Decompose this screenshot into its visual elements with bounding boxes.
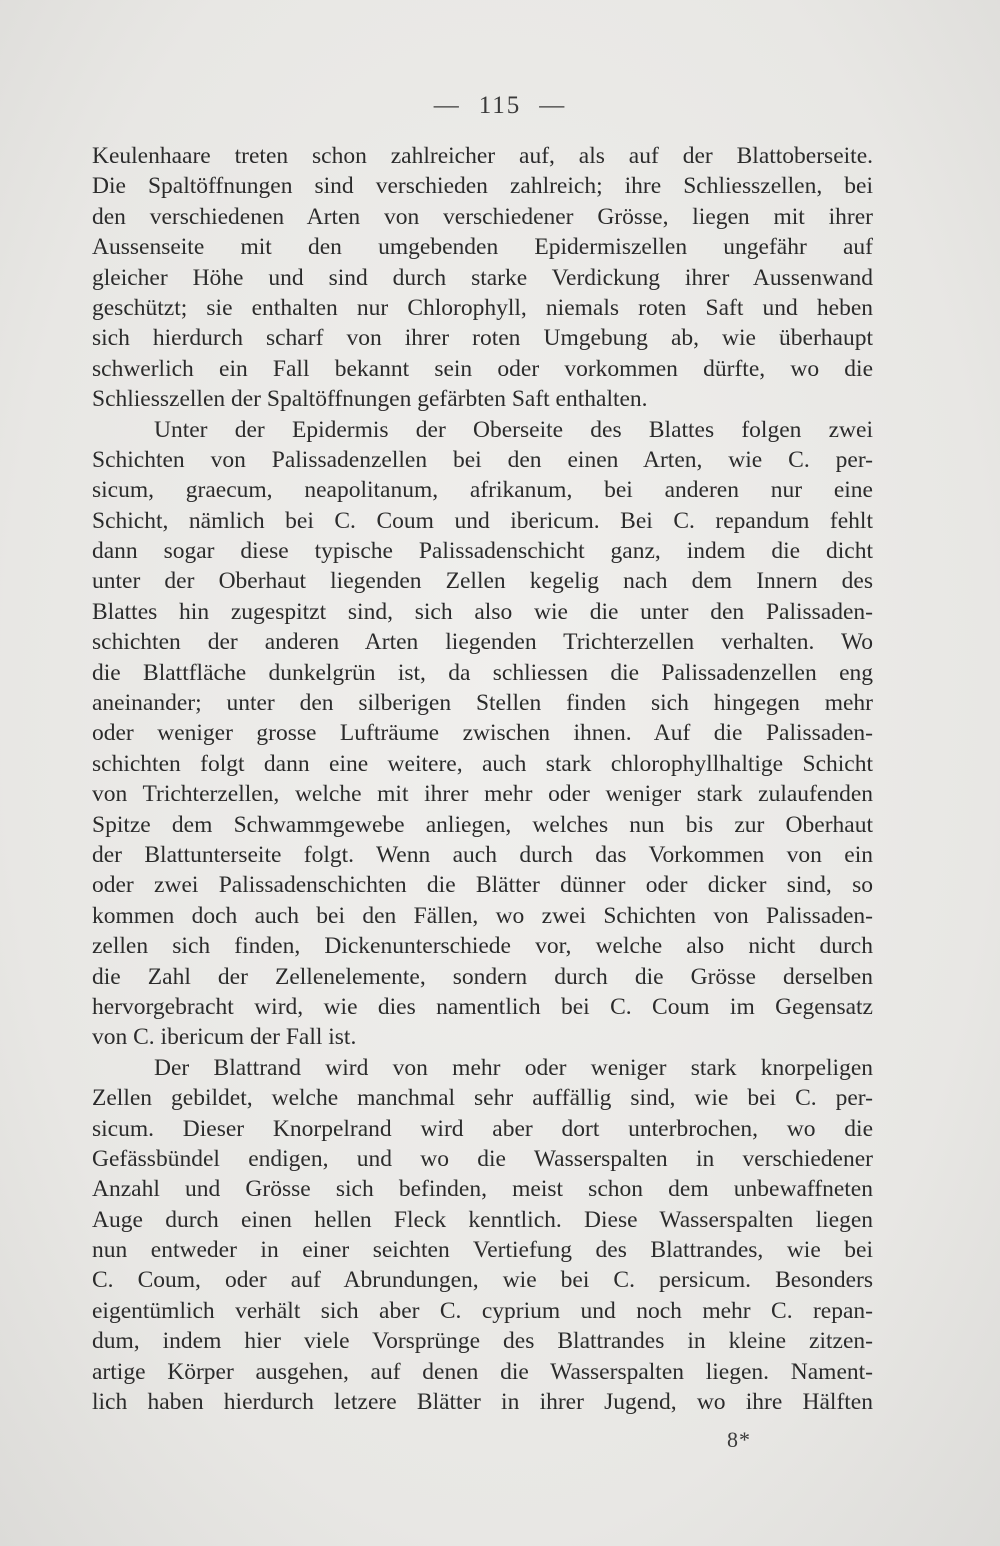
text-line: C. Coum, oder auf Abrundungen, wie bei C. persicum. Besonders — [92, 1267, 873, 1294]
text-line: sich hierdurch scharf von ihrer roten Umgebung ab, wie überhaupt — [92, 325, 873, 352]
text-line: geschützt; sie enthalten nur Chlorophyll, niemals roten Saft und heben — [92, 294, 873, 321]
text-line: dann sogar diese typische Palissadenschicht ganz, indem die dicht — [92, 538, 873, 565]
text-line: Auge durch einen hellen Fleck kenntlich. Diese Wasserspalten liegen — [92, 1206, 873, 1233]
text-line: Unter der Epidermis der Oberseite des Blattes folgen zwei — [154, 416, 873, 443]
text-line: oder zwei Palissadenschichten die Blätter dünner oder dicker sind, so — [92, 872, 873, 899]
body-text — [92, 141, 873, 1417]
text-line: eigentümlich verhält sich aber C. cyprium und noch mehr C. repan- — [92, 1297, 873, 1324]
text-line: schichten folgt dann eine weitere, auch stark chlorophyllhaltige Schicht — [92, 750, 873, 777]
text-line: der Blattunterseite folgt. Wenn auch durch das Vorkommen von ein — [92, 841, 873, 868]
text-line: sicum. Dieser Knorpelrand wird aber dort unterbrochen, wo die — [92, 1115, 873, 1142]
text-line: schichten der anderen Arten liegenden Trichterzellen verhalten. Wo — [92, 629, 873, 656]
header-dash-left: — — [433, 92, 461, 119]
text-line: die Zahl der Zellenelemente, sondern durch die Grösse derselben — [92, 963, 873, 990]
text-line: aneinander; unter den silberigen Stellen finden sich hingegen mehr — [92, 690, 873, 717]
text-line: Schicht, nämlich bei C. Coum und ibericum. Bei C. repandum fehlt — [92, 507, 873, 534]
text-line: Zellen gebildet, welche manchmal sehr auffällig sind, wie bei C. per- — [92, 1085, 873, 1112]
text-line: Keulenhaare treten schon zahlreicher auf, als auf der Blattoberseite. — [92, 143, 873, 169]
text-line: von C. ibericum der Fall ist. — [92, 1024, 357, 1051]
text-line: oder weniger grosse Lufträume zwischen ihnen. Auf die Palissaden- — [92, 720, 873, 747]
text-line: sicum, graecum, neapolitanum, afrikanum, bei anderen nur eine — [92, 477, 873, 504]
text-line: artige Körper ausgehen, auf denen die Wasserspalten liegen. Nament- — [92, 1358, 873, 1385]
text-line: Aussenseite mit den umgebenden Epidermiszellen ungefähr auf — [92, 234, 873, 261]
text-line: Der Blattrand wird von mehr oder weniger stark knorpeligen — [154, 1054, 873, 1081]
text-line: zellen sich finden, Dickenunterschiede vor, welche also nicht durch — [92, 933, 873, 960]
text-line: Anzahl und Grösse sich befinden, meist schon dem unbewaffneten — [92, 1176, 873, 1203]
printer-signature: 8* — [727, 1427, 751, 1452]
text-line: die Blattfläche dunkelgrün ist, da schliessen die Palissadenzellen eng — [92, 659, 873, 686]
text-line: kommen doch auch bei den Fällen, wo zwei Schichten von Palissaden- — [92, 902, 873, 929]
text-line: Schichten von Palissadenzellen bei den einen Arten, wie C. per- — [92, 446, 873, 473]
text-line: lich haben hierdurch letzere Blätter in ihrer Jugend, wo ihre Hälften — [92, 1389, 873, 1416]
text-line: von Trichterzellen, welche mit ihrer mehr oder weniger stark zulaufenden — [92, 781, 873, 808]
text-line: dum, indem hier viele Vorsprünge des Blattrandes in kleine zitzen- — [92, 1328, 873, 1355]
text-line: Die Spaltöffnungen sind verschieden zahlreich; ihre Schliesszellen, bei — [92, 173, 873, 200]
text-line: den verschiedenen Arten von verschiedener Grösse, liegen mit ihrer — [92, 203, 873, 230]
header-dash-right: — — [539, 92, 567, 119]
text-line: Blattes hin zugespitzt sind, sich also wie die unter den Palissaden- — [92, 598, 873, 625]
text-line: Gefässbündel endigen, und wo die Wasserspalten in verschiedener — [92, 1145, 873, 1172]
text-line: Schliesszellen der Spaltöffnungen gefärbten Saft enthalten. — [92, 386, 648, 413]
page-number: 115 — [478, 92, 522, 119]
text-line: nun entweder in einer seichten Vertiefung des Blattrandes, wie bei — [92, 1237, 873, 1264]
page-header — [0, 92, 1000, 120]
text-line: schwerlich ein Fall bekannt sein oder vorkommen dürfte, wo die — [92, 355, 873, 382]
text-line: unter der Oberhaut liegenden Zellen kegelig nach dem Innern des — [92, 568, 873, 595]
text-line: Spitze dem Schwammgewebe anliegen, welches nun bis zur Oberhaut — [92, 811, 873, 838]
text-line: hervorgebracht wird, wie dies namentlich bei C. Coum im Gegensatz — [92, 993, 873, 1020]
text-line: gleicher Höhe und sind durch starke Verdickung ihrer Aussenwand — [92, 264, 873, 291]
